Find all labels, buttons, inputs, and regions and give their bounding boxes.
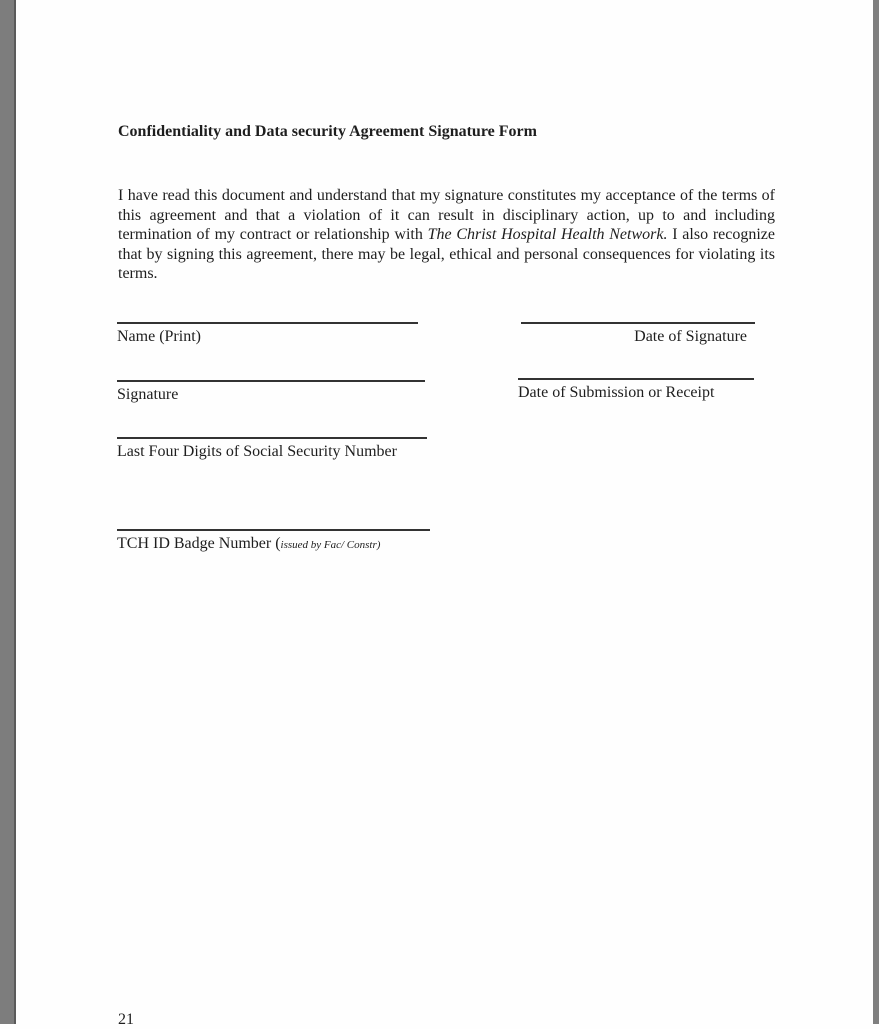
tch-badge-field	[117, 529, 430, 553]
name-print-field	[117, 322, 418, 346]
ssn-last-four-label: Last Four Digits of Social Security Number	[117, 443, 397, 460]
ssn-last-four-blank-line	[117, 437, 427, 439]
name-print-label: Name (Print)	[117, 328, 201, 345]
organization-name-italic: The Christ Hospital Health Network.	[427, 226, 668, 243]
date-of-signature-label: Date of Signature	[634, 328, 747, 345]
tch-badge-label-main: TCH ID Badge Number (	[117, 535, 281, 552]
date-of-submission-label: Date of Submission or Receipt	[518, 384, 715, 401]
viewer-left-edge	[0, 0, 16, 1024]
page-number: 21	[118, 1011, 134, 1028]
page-title: Confidentiality and Data security Agreement Signature Form	[118, 122, 537, 140]
paragraph-text-after: I also recognize that by signing this agreement, there may be legal, ethical and personal consequences for violating its terms.	[118, 226, 776, 282]
signature-blank-line	[117, 380, 425, 382]
agreement-paragraph	[118, 186, 775, 284]
date-of-signature-field	[521, 322, 755, 346]
viewer-right-edge	[873, 0, 879, 1024]
signature-field	[117, 380, 425, 404]
tch-badge-label	[117, 535, 430, 553]
paragraph-text-before: I have read this document and understand that my signature constitutes my acceptance of the terms of this agreement and that a violation of it can result in disciplinary action, up to and including termination of my contract or relationship with	[118, 187, 775, 243]
name-print-blank-line	[117, 322, 418, 324]
tch-badge-label-note: issued by Fac/ Constr)	[280, 539, 381, 551]
date-of-submission-blank-line	[518, 378, 754, 380]
date-of-signature-blank-line	[521, 322, 755, 324]
date-of-submission-field	[518, 378, 754, 402]
ssn-last-four-field	[117, 437, 427, 461]
signature-label: Signature	[117, 386, 179, 403]
tch-badge-blank-line	[117, 529, 430, 531]
